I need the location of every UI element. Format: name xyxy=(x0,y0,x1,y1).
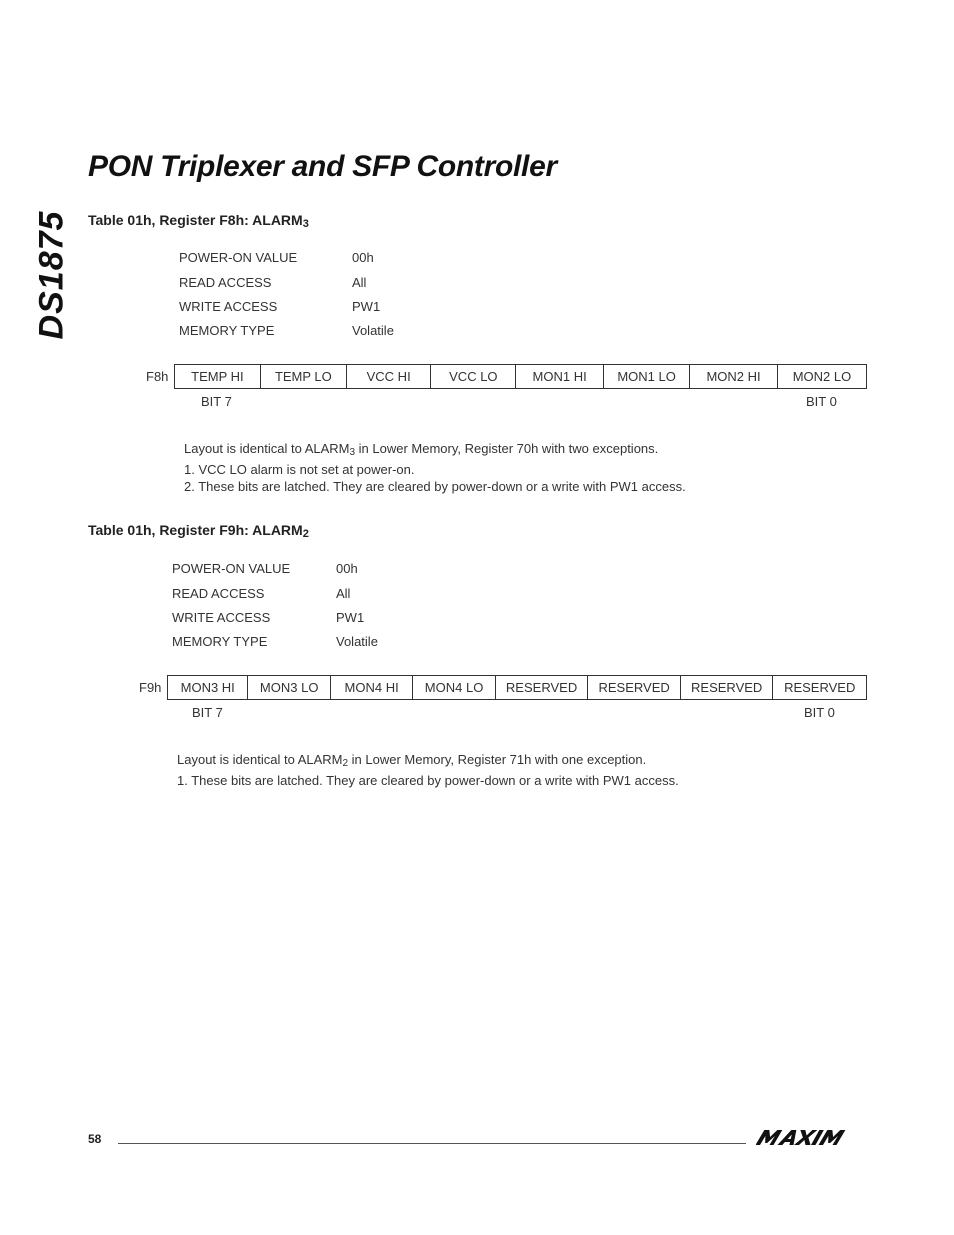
note-item: 2. These bits are latched. They are cleared by power-down or a write with PW1 access. xyxy=(184,479,686,494)
bit-lsb-label: BIT 0 xyxy=(806,394,837,409)
bit-cell-4: VCC LO xyxy=(431,365,516,389)
bit-msb-label: BIT 7 xyxy=(201,394,232,409)
bit-cell-1: MON2 HI xyxy=(690,365,778,389)
section-title-f9h xyxy=(88,522,309,540)
note-intro-subscript: 3 xyxy=(349,447,356,458)
note-item: 1. These bits are latched. They are cleared by power-down or a write with PW1 access. xyxy=(177,773,679,788)
bit-cell-2: MON1 LO xyxy=(604,365,690,389)
bit-cell-1: RESERVED xyxy=(680,676,773,700)
prop-value: 00h xyxy=(336,561,358,576)
prop-value: Volatile xyxy=(336,634,378,649)
bit-cell-2: RESERVED xyxy=(588,676,681,700)
note-intro-subscript: 2 xyxy=(342,758,349,769)
bit-cell-0: RESERVED xyxy=(773,676,867,700)
note-intro-text-end: in Lower Memory, Register 70h with two exceptions. xyxy=(355,441,659,456)
page-number: 58 xyxy=(88,1132,102,1146)
notes-f8h xyxy=(184,440,686,495)
prop-value: PW1 xyxy=(352,299,381,314)
bit-lsb-label: BIT 0 xyxy=(804,705,835,720)
register-label-f9h: F9h xyxy=(139,680,162,695)
bit-row xyxy=(168,676,867,700)
prop-label: READ ACCESS xyxy=(172,586,265,601)
section-title-subscript: 2 xyxy=(302,528,309,540)
prop-value: 00h xyxy=(352,250,374,265)
bit-cell-5: VCC HI xyxy=(346,365,431,389)
note-intro xyxy=(184,440,686,461)
prop-label: MEMORY TYPE xyxy=(179,323,275,338)
bit-cell-5: MON4 HI xyxy=(330,676,412,700)
section-title-subscript: 3 xyxy=(302,218,309,230)
prop-label: POWER-ON VALUE xyxy=(179,250,298,265)
register-properties-f9h xyxy=(172,561,432,661)
note-item: 1. VCC LO alarm is not set at power-on. xyxy=(184,462,415,477)
bit-cell-6: MON3 LO xyxy=(248,676,330,700)
bit-cell-0: MON2 LO xyxy=(777,365,866,389)
section-title-text: Table 01h, Register F8h: ALARM xyxy=(88,212,303,228)
bit-cell-6: TEMP LO xyxy=(260,365,346,389)
maxim-logo-icon xyxy=(756,1128,864,1146)
prop-label: READ ACCESS xyxy=(179,275,272,290)
register-label-f8h: F8h xyxy=(146,369,169,384)
prop-label: POWER-ON VALUE xyxy=(172,561,291,576)
side-tab-label: DS1875 xyxy=(32,210,71,340)
register-properties-f8h xyxy=(179,250,439,350)
note-intro-text: Layout is identical to ALARM xyxy=(177,752,343,767)
prop-label: MEMORY TYPE xyxy=(172,634,268,649)
section-title-f8h xyxy=(88,212,309,230)
bit-cell-7: TEMP HI xyxy=(175,365,261,389)
note-intro-text-end: in Lower Memory, Register 71h with one exception. xyxy=(348,752,647,767)
prop-label: WRITE ACCESS xyxy=(179,299,278,314)
note-intro xyxy=(177,751,679,772)
register-bit-table-f8h xyxy=(174,364,867,389)
note-intro-text: Layout is identical to ALARM xyxy=(184,441,350,456)
maxim-logo xyxy=(756,1128,864,1146)
register-bit-table-f9h xyxy=(167,675,867,700)
prop-value: All xyxy=(336,586,351,601)
bit-cell-4: MON4 LO xyxy=(413,676,495,700)
footer-rule xyxy=(118,1143,746,1144)
bit-row xyxy=(175,365,867,389)
prop-value: PW1 xyxy=(336,610,365,625)
page-title: PON Triplexer and SFP Controller xyxy=(88,150,557,183)
prop-value: Volatile xyxy=(352,323,394,338)
bit-cell-3: MON1 HI xyxy=(516,365,604,389)
bit-msb-label: BIT 7 xyxy=(192,705,223,720)
bit-cell-7: MON3 HI xyxy=(168,676,248,700)
notes-f9h xyxy=(177,751,679,789)
section-title-text: Table 01h, Register F9h: ALARM xyxy=(88,522,303,538)
bit-cell-3: RESERVED xyxy=(495,676,588,700)
prop-label: WRITE ACCESS xyxy=(172,610,271,625)
prop-value: All xyxy=(352,275,367,290)
